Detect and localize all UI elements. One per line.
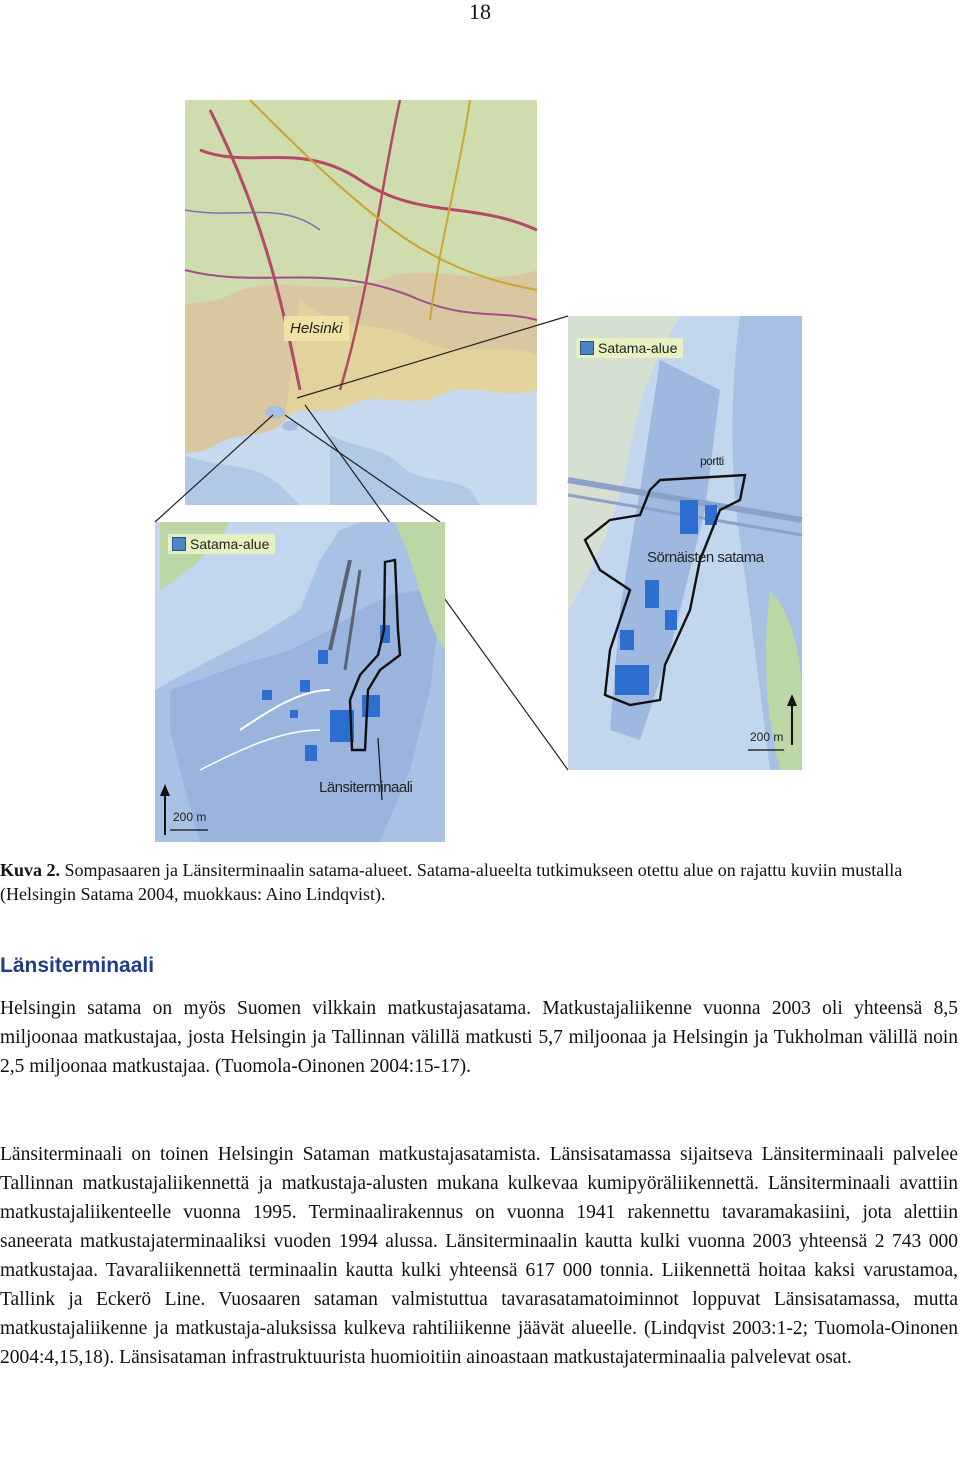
map-label-sornainen: Sörnäisten satama [647,549,764,566]
map-label-helsinki: Helsinki [284,316,349,341]
body-paragraph-2: Länsiterminaali on toinen Helsingin Sataman matkustajasatamista. Länsisatamassa sijaitseva Länsiterminaali palvelee Tallinnan matkustajaliikennettä ja matkustaja-alusten mukana kulkevaa kumipyöräliikennettä. Länsiterminaali avattiin matkustajaliikenteelle vuonna 1995. Terminaalirakennus on vuonna 1941 rakennettu tavaramakasiini, jota alettiin saneerata matkustajaterminaaliksi vuoden 1994 alussa. Länsiterminaalin kautta kulki vuonna 2003 yhteensä 2 743 000 matkustajaa. Tavaraliikennettä terminaalin kautta kulki yhteensä 617 000 tonnia. Liikennettä hoitaa kaksi varustamoa, Tallink ja Eckerö Line. Vuosaaren sataman valmistuttua tavarasatamatoiminnot loppuvat Länsisatamassa, mutta matkustajaliikenne ja matkustaja-aluksissa kulkeva rahtiliikenne jäävät alueelle. (Lindqvist 2003:1-2; Tuomola-Oinonen 2004:4,15,18). Länsisataman infrastruktuurista huomioitiin ainoastaan matkustajaterminaalia palvelevat osat. [0,1144,958,1368]
overview-map [185,100,537,505]
caption-text: Sompasaaren ja Länsiterminaalin satama-alueet. Satama-alueelta tutkimukseen otettu alue on rajattu kuviin mustalla (Helsingin Satama 2004, muokkaus: Aino Lindqvist). [0,860,903,904]
harbour-area-swatch-icon [580,341,594,355]
body-paragraph-1: Helsingin satama on myös Suomen vilkkain matkustajasatama. Matkustajaliikenne vuonna 2003 oli yhteensä 8,5 miljoonaa matkustajaa, josta Helsingin ja Tallinnan välillä matkusti 5,7 miljoonaa ja Helsingin ja Tukholman välillä noin 2,5 miljoonaa matkustajaa. (Tuomola-Oinonen 2004:15-17). [0,998,958,1077]
legend-satama-alue-sornainen [576,338,683,358]
harbour-map-figure [0,90,960,850]
page-number: 18 [469,0,491,24]
scale-bar-right: 200 m [750,730,784,744]
caption-label: Kuva 2. [0,860,61,880]
map-label-portti: portti [700,454,724,468]
section-heading: Länsiterminaali [0,954,155,977]
sornainen-map [568,316,802,770]
harbour-area-swatch-icon [172,537,186,551]
legend-label: Satama-alue [598,340,678,356]
scale-bar-left: 200 m [173,810,207,824]
map-label-lansiterminaali: Länsiterminaali [319,779,413,796]
legend-satama-alue-lansiterminaali [168,534,275,554]
figure-caption [0,858,940,906]
legend-label: Satama-alue [190,536,270,552]
map-illustration [0,90,960,850]
